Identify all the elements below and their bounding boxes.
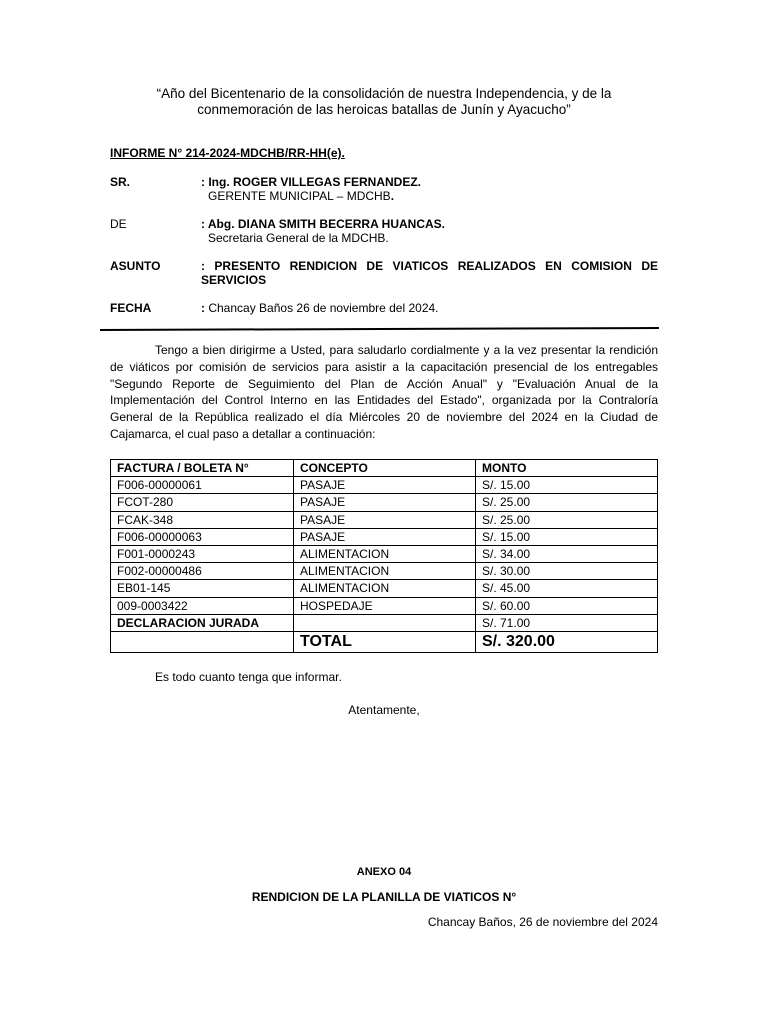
concept-cell: ALIMENTACION [294,545,476,562]
concept-cell: HOSPEDAJE [294,597,476,614]
concept-cell: ALIMENTACION [294,580,476,597]
header-concept: CONCEPTO [294,460,476,477]
total-value: S/. 320.00 [476,631,658,652]
de-name: : Abg. DIANA SMITH BECERRA HUANCAS. [201,217,445,231]
table-row [111,614,658,631]
amount-cell: S/. 25.00 [476,494,658,511]
table-row [111,511,658,528]
table-row [111,528,658,545]
amount-cell: S/. 30.00 [476,563,658,580]
motto-header: “Año del Bicentenario de la consolidación de nuestra Independencia, y de la conmemoración de las heroicas batallas de Junín y Ayacucho” [156,86,612,117]
concept-cell [294,614,476,631]
table-row [111,580,658,597]
sr-value [201,175,658,203]
invoice-cell: EB01-145 [111,580,294,597]
table-row [111,563,658,580]
invoice-cell: DECLARACION JURADA [111,614,294,631]
amount-cell: S/. 71.00 [476,614,658,631]
de-role: Secretaria General de la MDCHB. [208,231,389,245]
total-empty-cell [111,631,294,652]
concept-cell: PASAJE [294,494,476,511]
body-paragraph: Tengo a bien dirigirme a Usted, para saludarlo cordialmente y a la vez presentar la rendición de viáticos por comisión de servicios para asistir a la capacitación presencial de los entregables "Segundo Reporte de Seguimiento del Plan de Acción Anual" y "Evaluación Anual de la Implementación del Control Interno en las Entidades del Estado", organizada por la Contraloría General de la República realizado el día Miércoles 20 de noviembre del 2024 en la Ciudad de Cajamarca, el cual paso a detallar a continuación: [110,343,658,441]
table-total-row [111,631,658,652]
sr-role-line [201,189,658,203]
annex-subtitle: RENDICION DE LA PLANILLA DE VIATICOS N° [251,890,517,904]
table-row [111,545,658,562]
header-amount: MONTO [476,460,658,477]
invoice-cell: F002-00000486 [111,563,294,580]
invoice-cell: F001-0000243 [111,545,294,562]
sr-label: SR. [110,175,131,189]
table-row [111,597,658,614]
total-label: TOTAL [294,631,476,652]
invoice-cell: F006-00000063 [111,528,294,545]
invoice-cell: FCOT-280 [111,494,294,511]
amount-cell: S/. 45.00 [476,580,658,597]
amount-cell: S/. 60.00 [476,597,658,614]
amount-cell: S/. 15.00 [476,477,658,494]
concept-cell: PASAJE [294,477,476,494]
de-label: DE [110,217,127,231]
invoice-cell: FCAK-348 [111,511,294,528]
amount-cell: S/. 15.00 [476,528,658,545]
sr-name: : Ing. ROGER VILLEGAS FERNANDEZ. [201,175,422,189]
table-header-row [111,460,658,477]
annex-title: ANEXO 04 [356,866,412,878]
fecha-value-line [201,301,658,315]
sr-role-end: . [390,189,395,203]
fecha-value: Chancay Baños 26 de noviembre del 2024. [208,301,439,315]
header-invoice: FACTURA / BOLETA N° [111,460,294,477]
invoice-cell: 009-0003422 [111,597,294,614]
amount-cell: S/. 34.00 [476,545,658,562]
report-number: INFORME N° 214-2024-MDCHB/RR-HH(e). [110,146,345,160]
asunto-label: ASUNTO [110,259,161,273]
closing-text: Es todo cuanto tenga que informar. [155,670,342,684]
de-value [201,217,658,245]
separator-line [100,327,659,331]
fecha-colon: : [201,301,205,315]
concept-cell: PASAJE [294,528,476,545]
sr-role: GERENTE MUNICIPAL – MDCHB [208,189,391,203]
annex-date: Chancay Baños, 26 de noviembre del 2024 [427,915,658,929]
concept-cell: PASAJE [294,511,476,528]
invoice-cell: F006-00000061 [111,477,294,494]
expenses-table [110,459,658,653]
asunto-value: : PRESENTO RENDICION DE VIATICOS REALIZADOS EN COMISION DE SERVICIOS [201,259,658,287]
fecha-label: FECHA [110,301,152,315]
amount-cell: S/. 25.00 [476,511,658,528]
concept-cell: ALIMENTACION [294,563,476,580]
table-row [111,477,658,494]
signoff: Atentamente, [348,703,420,717]
table-row [111,494,658,511]
